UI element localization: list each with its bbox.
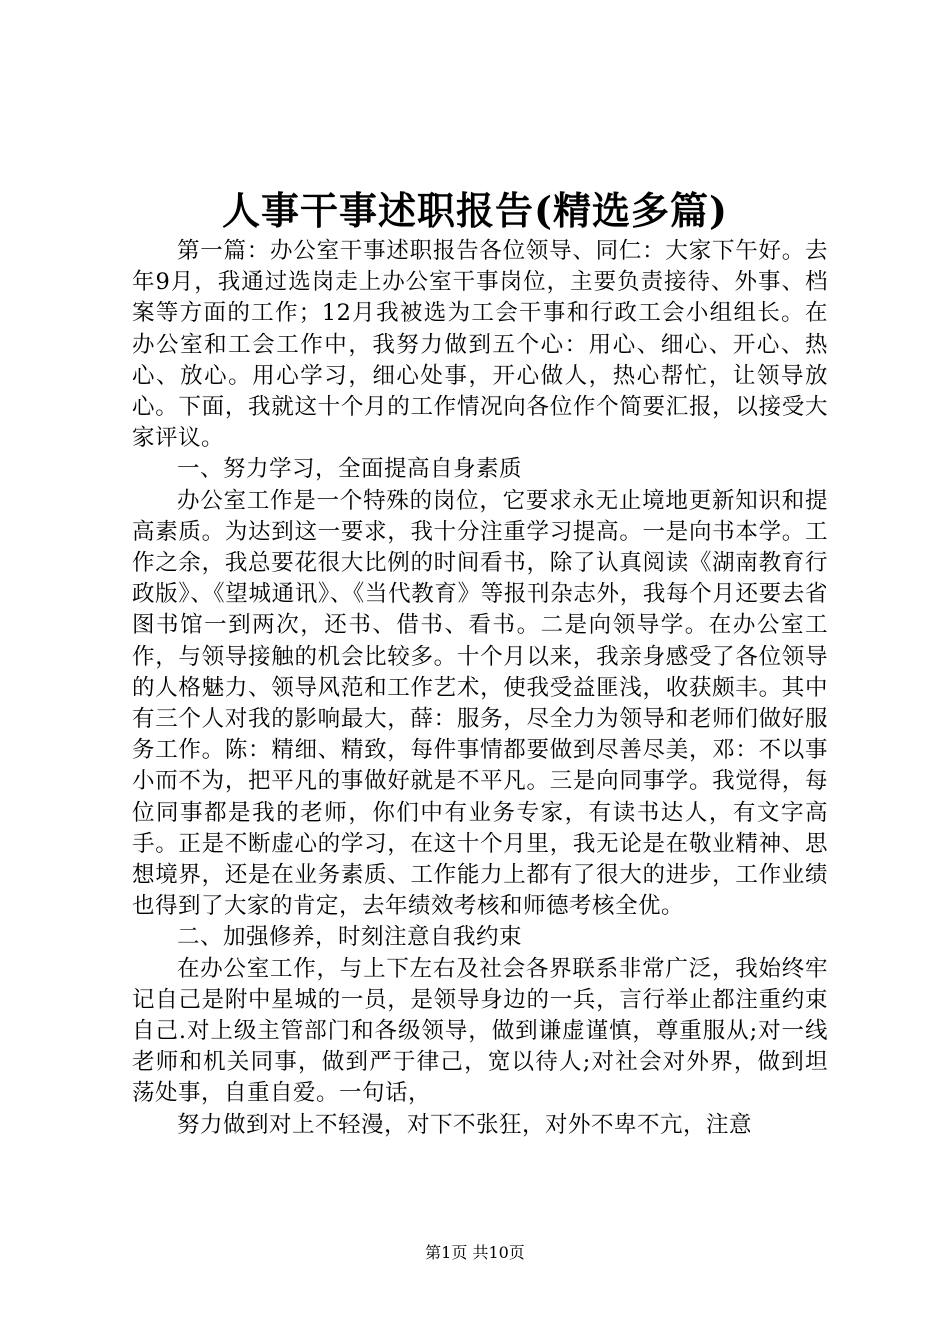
paragraph-section-1: 办公室工作是一个特殊的岗位，它要求永无止境地更新知识和提高素质。为达到这一要求，我十分注重学习提高。一是向书本学。工作之余，我总要花很大比例的时间看书，除了认真阅读《湖南教育行政版》、《望城通讯》、《当代教育》等报刊杂志外，我每个月还要去省图书馆一到两次，还书、借书、看书。二是向领导学。在办公室工作，与领导接触的机会比较多。十个月以来，我亲身感受了各位领导的人格魅力、领导风范和工作艺术，使我受益匪浅，收获颇丰。其中有三个人对我的影响最大，薛：服务，尽全力为领导和老师们做好服务工作。陈：精细、精致，每件事情都要做到尽善尽美，邓：不以事小而不为，把平凡的事做好就是不平凡。三是向同事学。我觉得，每位同事都是我的老师，你们中有业务专家，有读书达人，有文字高手。正是不断虚心的学习，在这十个月里，我无论是在敬业精神、思想境界，还是在业务素质、工作能力上都有了很大的进步，工作业绩也得到了大家的肯定，去年绩效考核和师德考核全优。 [132, 487, 828, 920]
document-body [132, 236, 828, 1141]
paragraph-section-2: 在办公室工作，与上下左右及社会各界联系非常广泛，我始终牢记自己是附中星城的一员，是领导身边的一兵，言行举止都注重约束自己.对上级主管部门和各级领导，做到谦虚谨慎，尊重服从;对一线老师和机关同事，做到严于律己，宽以待人;对社会对外界，做到坦荡处事，自重自爱。一句话， [132, 955, 828, 1107]
page-number-footer: 第1页 共10页 [425, 1243, 525, 1262]
section-heading-1: 一、努力学习，全面提高自身素质 [177, 456, 523, 483]
paragraph-section-2-continued: 努力做到对上不轻漫，对下不张狂，对外不卑不亢，注意 [177, 1111, 753, 1138]
section-heading-2: 二、加强修养，时刻注意自我约束 [177, 924, 523, 951]
document-title: 人事干事述职报告(精选多篇) [222, 188, 728, 233]
paragraph-intro: 第一篇：办公室干事述职报告各位领导、同仁：大家下午好。去年9月，我通过选岗走上办公室干事岗位，主要负责接待、外事、档案等方面的工作；12月我被选为工会干事和行政工会小组组长。在办公室和工会工作中，我努力做到五个心：用心、细心、开心、热心、放心。用心学习，细心处事，开心做人，热心帮忙，让领导放心。下面，我就这十个月的工作情况向各位作个简要汇报，以接受大家评议。 [132, 238, 828, 452]
